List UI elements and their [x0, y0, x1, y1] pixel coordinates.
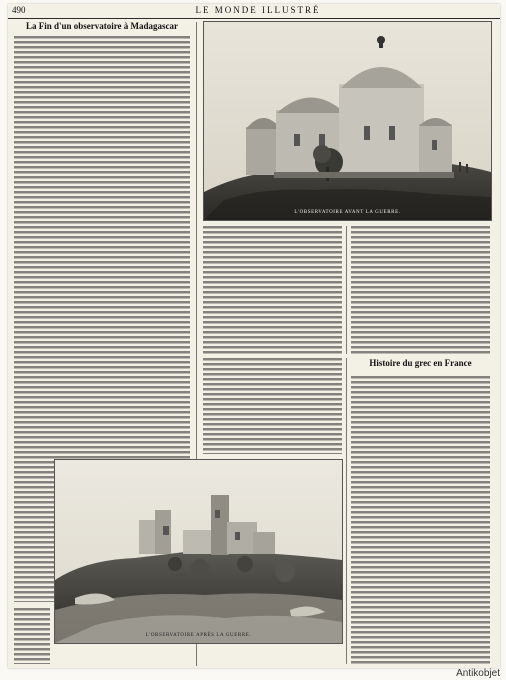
page-number: 490 — [12, 5, 26, 15]
photo-observatory-after-image — [55, 460, 342, 643]
article-title-madagascar: La Fin d'un observatoire à Madagascar — [25, 21, 179, 31]
article-title-grec: Histoire du grec en France — [369, 358, 472, 368]
caption-observatory-before: L'OBSERVATOIRE AVANT LA GUERRE. — [294, 210, 401, 215]
column-divider-middle-bottom — [346, 358, 347, 664]
article-body-madagascar-continued-4 — [14, 608, 50, 664]
journal-title: LE MONDE ILLUSTRÉ — [195, 5, 321, 15]
caption-observatory-after: L'OBSERVATOIRE APRÈS LA GUERRE. — [145, 633, 252, 638]
newspaper-page — [8, 4, 500, 668]
article-body-grec — [351, 376, 490, 664]
column-divider-middle-top — [346, 226, 347, 354]
page-header — [8, 4, 500, 19]
watermark: Antikobjet — [456, 668, 500, 679]
photo-observatory-before-image — [204, 22, 491, 220]
article-body-madagascar-continued-1 — [203, 226, 342, 354]
photo-observatory-after — [54, 459, 343, 644]
photo-observatory-before — [203, 21, 492, 221]
article-body-madagascar-continued-2 — [351, 226, 490, 354]
article-body-madagascar-continued-3 — [203, 358, 342, 454]
